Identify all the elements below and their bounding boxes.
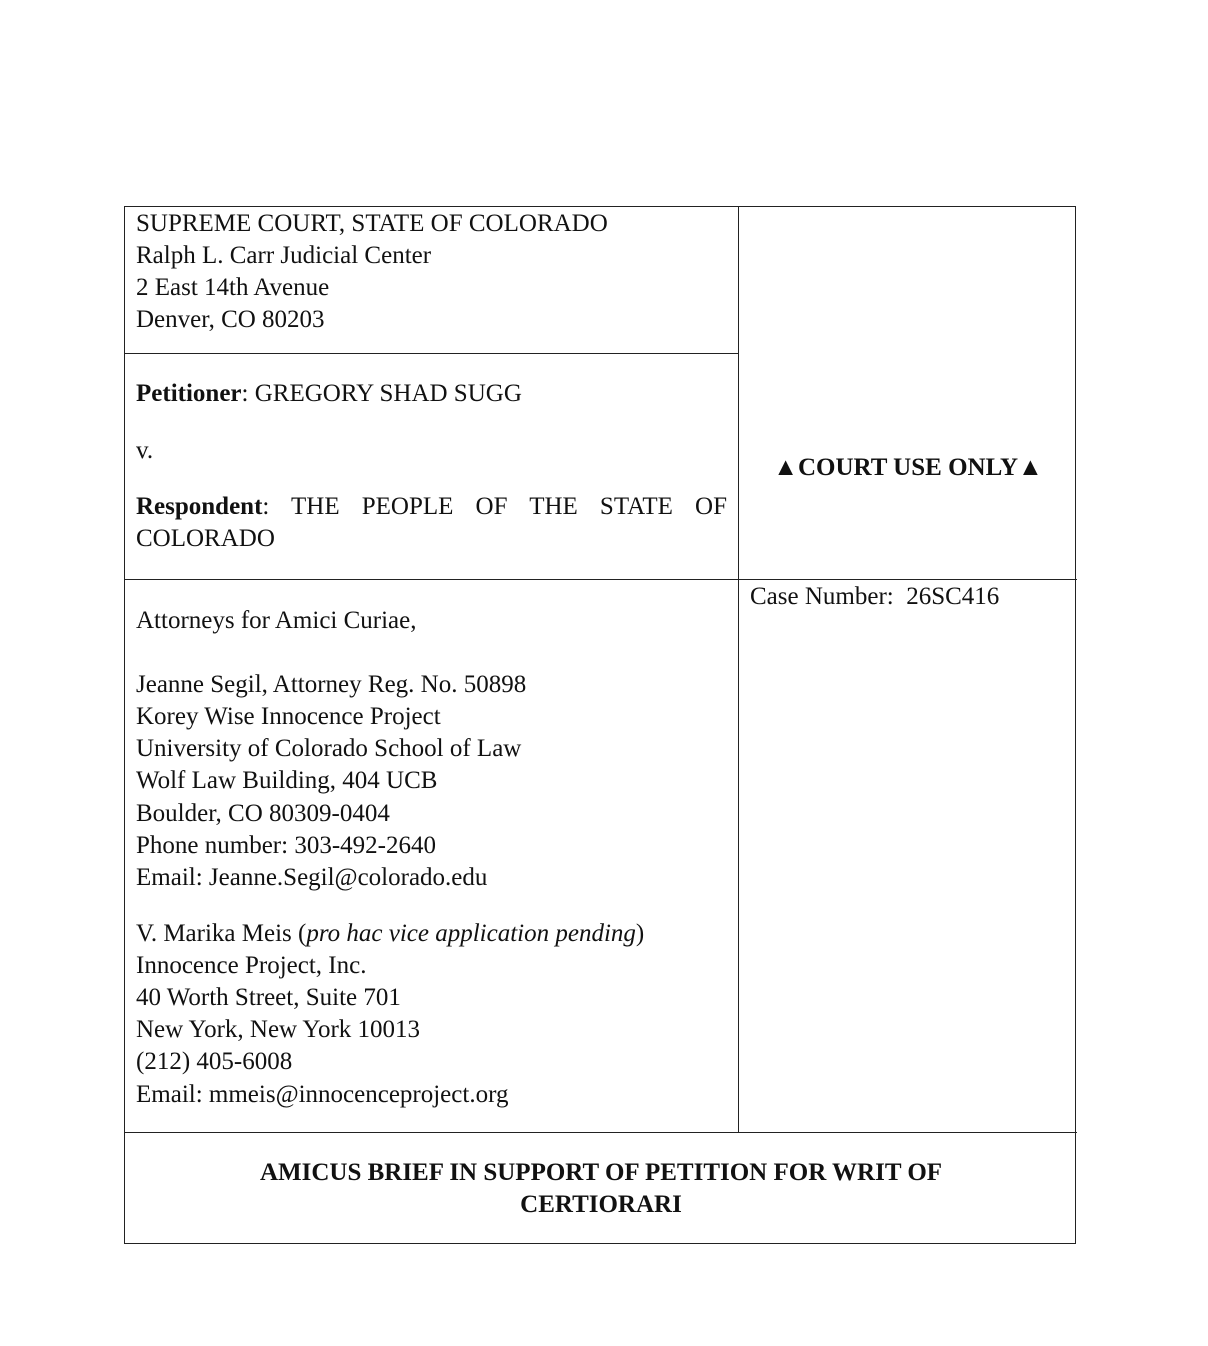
court-city: Denver, CO 80203 [136,306,325,333]
petitioner-line [136,378,522,410]
divider-parties-attorneys [125,579,1077,580]
column-divider [738,207,739,1132]
respondent-line [136,491,727,523]
petitioner-name: : GREGORY SHAD SUGG [241,380,522,407]
attorney2-street: 40 Worth Street, Suite 701 [136,984,401,1011]
respondent-label: Respondent [136,493,263,520]
brief-title [125,1157,1077,1221]
attorney1-org: Korey Wise Innocence Project [136,703,441,730]
respondent-name-cont: COLORADO [136,525,275,552]
attorney2-name: V. Marika Meis ( [136,920,307,947]
divider-attorneys-title [125,1132,1077,1133]
case-number-label: Case Number: [750,583,894,610]
divider-court-parties [125,353,738,354]
attorney1-school: University of Colorado School of Law [136,735,522,762]
case-number-value: 26SC416 [906,583,1000,610]
court-name: SUPREME COURT, STATE OF COLORADO [136,210,608,237]
attorney1-name: Jeanne Segil, Attorney Reg. No. 50898 [136,671,527,698]
attorney2-close: ) [635,920,645,947]
attorney2-status: pro hac vice application pending [306,920,636,947]
brief-title-line1: AMICUS BRIEF IN SUPPORT OF PETITION FOR WRIT OF [259,1159,943,1186]
attorney2-city: New York, New York 10013 [136,1016,421,1043]
attorney2-email: Email: mmeis@innocenceproject.org [136,1081,509,1108]
petitioner-label: Petitioner [136,380,242,407]
case-number-line [750,581,999,613]
court-use-only: ▲COURT USE ONLY▲ [773,454,1043,481]
attorneys-heading: Attorneys for Amici Curiae, [136,607,417,634]
versus: v. [136,437,154,464]
caption-box [124,206,1076,1244]
attorney2-org: Innocence Project, Inc. [136,952,367,979]
attorney1-building: Wolf Law Building, 404 UCB [136,767,438,794]
attorney2-phone: (212) 405-6008 [136,1048,293,1075]
brief-title-line2: CERTIORARI [520,1191,682,1218]
attorney1-city: Boulder, CO 80309-0404 [136,800,390,827]
attorney2-name-line [136,918,644,950]
attorney1-phone: Phone number: 303-492-2640 [136,832,436,859]
court-street: 2 East 14th Avenue [136,274,330,301]
attorney1-email: Email: Jeanne.Segil@colorado.edu [136,864,488,891]
court-building: Ralph L. Carr Judicial Center [136,242,432,269]
respondent-name: : THE PEOPLE OF THE STATE OF [262,493,727,520]
